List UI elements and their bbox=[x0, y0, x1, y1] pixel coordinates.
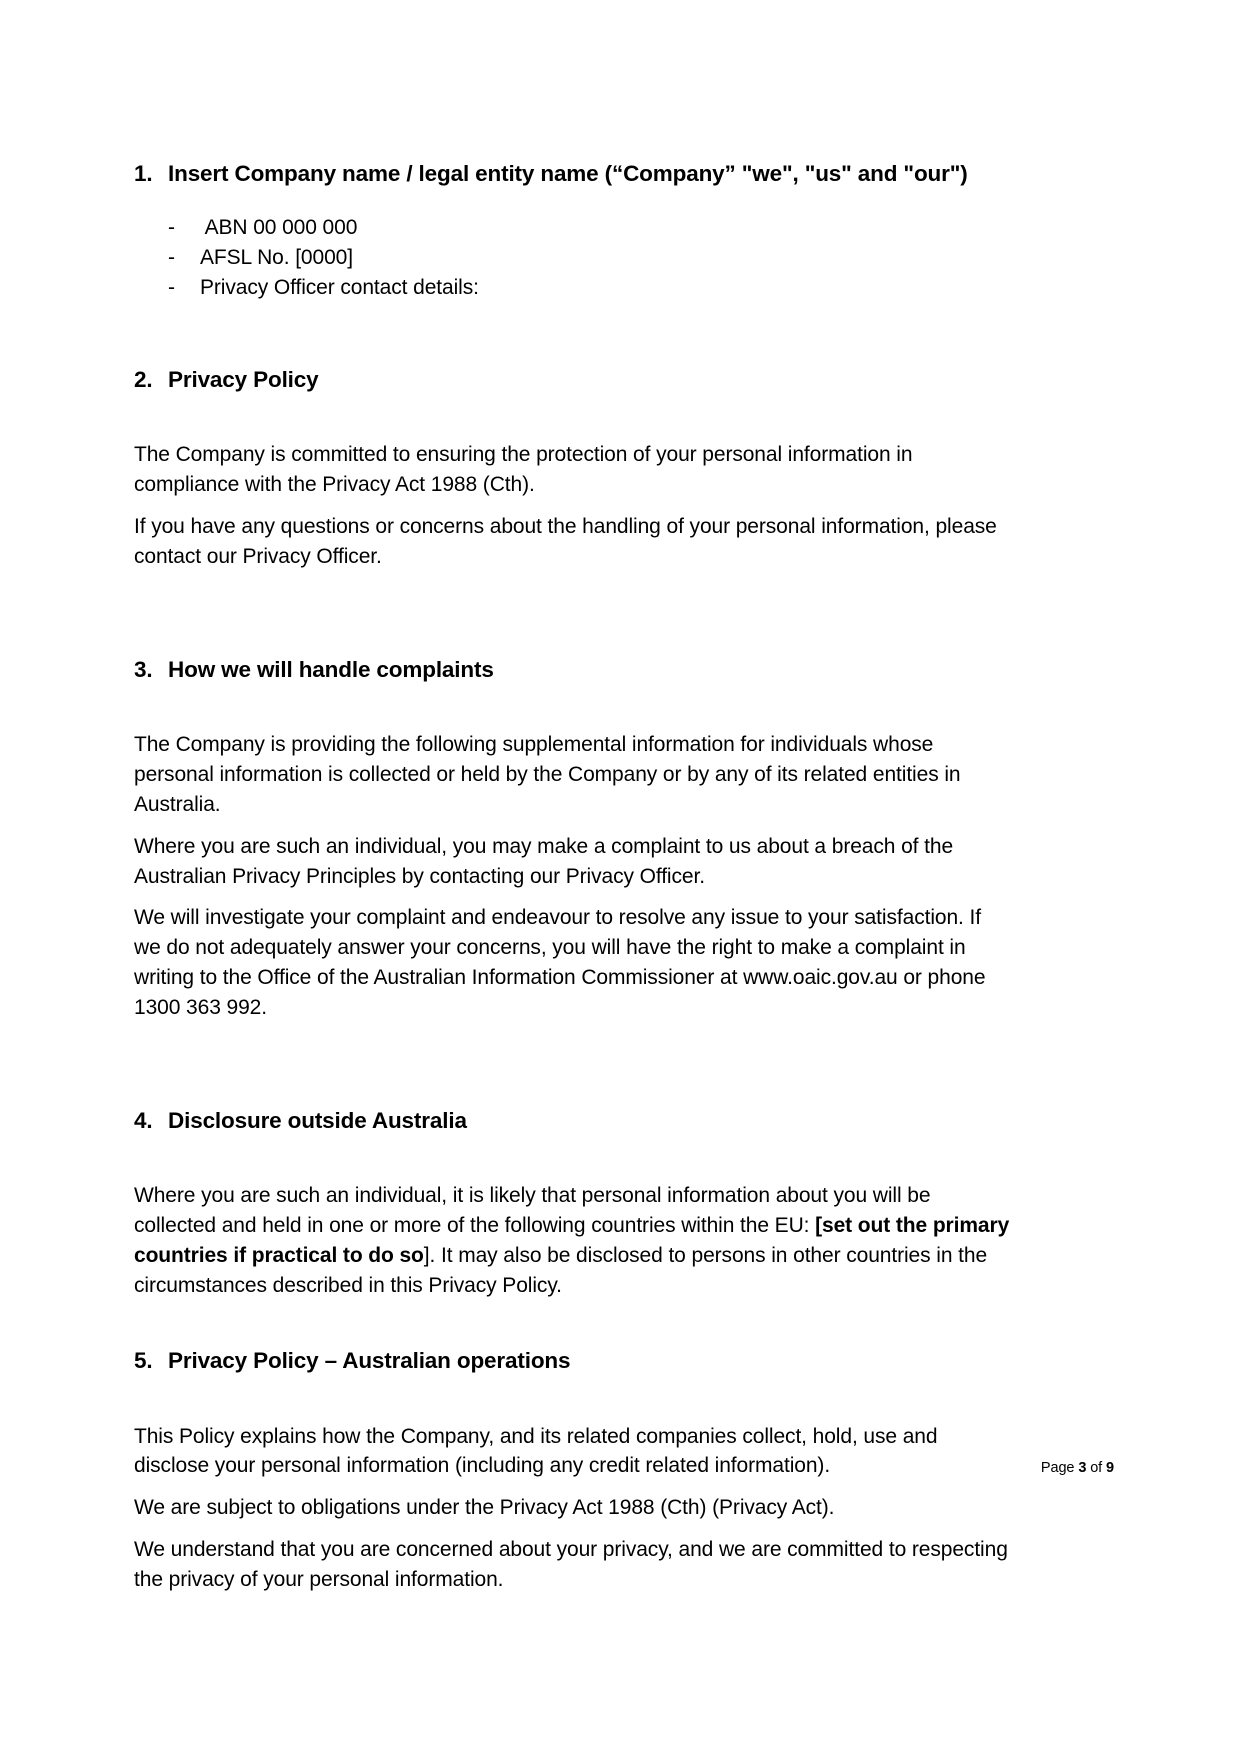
section-title-2: Privacy Policy bbox=[168, 366, 319, 392]
spacer bbox=[134, 684, 1010, 730]
section-heading-5 bbox=[134, 1347, 1010, 1376]
spacer bbox=[134, 1376, 1010, 1422]
section-title-3: How we will handle complaints bbox=[168, 656, 494, 682]
paragraph-tail: ]. It may also be disclosed to persons in other countries in the circumstances described in this Privacy Policy. bbox=[134, 1244, 988, 1297]
list-item bbox=[134, 273, 1010, 303]
paragraph: We will investigate your complaint and endeavour to resolve any issue to your satisfaction. If we do not adequately answer your concerns, you will have the right to make a complaint in writing to the Office of the Australian Information Commissioner at www.oaic.gov.au or phone 1300 363 992. bbox=[134, 906, 986, 1019]
section-heading-4 bbox=[134, 1107, 1010, 1136]
section-number-5: 5. bbox=[134, 1347, 153, 1373]
dash-bullet-icon: - bbox=[168, 276, 175, 300]
dash-bullet-icon: - bbox=[168, 246, 175, 270]
paragraph: We understand that you are concerned about your privacy, and we are committed to respecting the privacy of your personal information. bbox=[134, 1537, 1008, 1591]
list-item-label: ABN 00 000 000 bbox=[200, 215, 358, 239]
section-heading-1 bbox=[134, 160, 1010, 189]
spacer bbox=[134, 1035, 1010, 1107]
list-item bbox=[134, 213, 1010, 243]
list-item-label: Privacy Officer contact details: bbox=[200, 276, 479, 300]
paragraph: The Company is committed to ensuring the protection of your personal information in compliance with the Privacy Act 1988 (Cth). bbox=[134, 443, 913, 497]
page-footer bbox=[1041, 1460, 1114, 1477]
paragraph: If you have any questions or concerns about the handling of your personal information, please contact our Privacy Officer. bbox=[134, 514, 997, 568]
list-item bbox=[134, 243, 1010, 273]
spacer bbox=[134, 584, 1010, 656]
section-title-4: Disclosure outside Australia bbox=[168, 1107, 467, 1133]
footer-middle: of bbox=[1086, 1460, 1107, 1476]
section-number-3: 3. bbox=[134, 656, 153, 682]
section-title-5: Privacy Policy – Australian operations bbox=[168, 1347, 571, 1373]
dash-bullet-icon: - bbox=[168, 215, 175, 239]
section-title-1: Insert Company name / legal entity name (“Company” "we", "us" and "our") bbox=[168, 161, 968, 186]
paragraph: We are subject to obligations under the Privacy Act 1988 (Cth) (Privacy Act). bbox=[134, 1496, 835, 1520]
section-number-2: 2. bbox=[134, 366, 153, 392]
spacer bbox=[134, 394, 1010, 440]
spacer bbox=[134, 304, 1010, 366]
section-number-4: 4. bbox=[134, 1107, 153, 1133]
list-item-label: AFSL No. [0000] bbox=[200, 246, 353, 270]
section-number-1: 1. bbox=[134, 161, 153, 186]
spacer bbox=[134, 1313, 1010, 1347]
section-heading-3 bbox=[134, 656, 1010, 685]
company-details-list bbox=[134, 213, 1010, 304]
page-content bbox=[134, 160, 1010, 1595]
section-heading-2 bbox=[134, 366, 1010, 395]
paragraph: Where you are such an individual, you may make a complaint to us about a breach of the Australian Privacy Principles by contacting our Privacy Officer. bbox=[134, 834, 954, 888]
footer-total-pages: 9 bbox=[1106, 1460, 1114, 1476]
placeholder-bold-text: [set out the primary countries if practical to do so bbox=[134, 1214, 1010, 1268]
spacer bbox=[134, 1135, 1010, 1181]
paragraph: The Company is providing the following supplemental information for individuals whose personal information is collected or held by the Company or by any of its related entities in Australia. bbox=[134, 733, 961, 816]
footer-prefix: Page bbox=[1040, 1460, 1079, 1476]
footer-current-page: 3 bbox=[1078, 1460, 1087, 1476]
paragraph-lead: Where you are such an individual, it is likely that personal information about you will be collected and held in one or more of the following countries within the EU: bbox=[134, 1184, 931, 1238]
paragraph-with-placeholder bbox=[134, 1181, 1010, 1300]
paragraph: This Policy explains how the Company, and its related companies collect, hold, use and disclose your personal information (including any credit related information). bbox=[134, 1424, 938, 1478]
